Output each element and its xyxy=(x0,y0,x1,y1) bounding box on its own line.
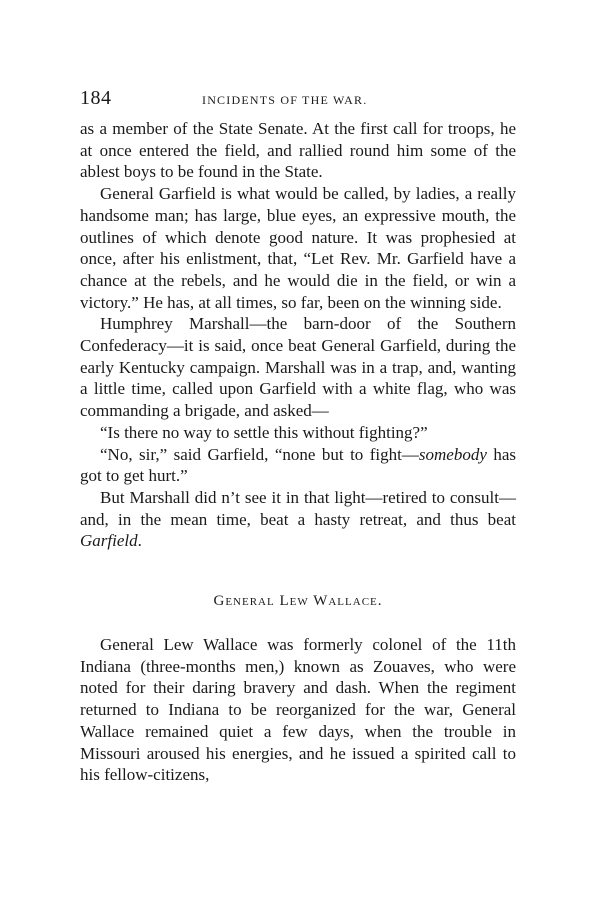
text-run: has got to get hurt.” xyxy=(80,444,516,486)
page-header xyxy=(80,84,516,112)
text-run: “No, sir,” said Garfield, “none but to fight— xyxy=(100,444,419,464)
italic-text: somebody xyxy=(418,444,487,464)
paragraph: General Garfield is what would be called, by ladies, a really handsome man; has large, blue eyes, an expressive mouth, the outlines of which denote good nature. It was prophesied at once, after his enlistment, that, “Let Rev. Mr. Garfield have a chance at the rebels, and he would die in the field, or win a victory.” He has, at all times, so far, been on the winning side. xyxy=(80,184,516,312)
paragraph: “Is there no way to settle this without fighting?” xyxy=(100,422,428,442)
running-head: INCIDENTS OF THE WAR. xyxy=(202,93,368,107)
italic-text: Garfield xyxy=(80,531,138,551)
text-run: But Marshall did n’t see it in that light—retired to consult—and, in the mean time, beat a hasty retreat, and thus beat xyxy=(80,487,516,529)
paragraph xyxy=(80,444,516,487)
page-number: 184 xyxy=(80,87,112,109)
paragraph: General Lew Wallace was formerly colonel of the 11th Indiana (three-months men,) known as Zouaves, who were noted for their daring bravery and dash. When the regiment returned to Indiana to be reorganized for the war, General Wallace remained quiet a few days, when the trouble in Missouri aroused his energies, and he issued a spirited call to his fellow-citizens, xyxy=(80,635,516,785)
text-run: . xyxy=(137,531,142,551)
paragraph: Humphrey Marshall—the barn-door of the Southern Confederacy—it is said, once beat General Garfield, during the early Kentucky campaign. Marshall was in a trap, and, wanting a little time, called upon Garfield with a white flag, who was commanding a brigade, and asked— xyxy=(80,314,516,421)
garfield-section xyxy=(80,118,516,552)
wallace-section xyxy=(80,634,516,786)
section-heading: General Lew Wallace. xyxy=(213,593,383,609)
paragraph: as a member of the State Senate. At the first call for troops, he at once entered the field, and rallied round him some of the ablest boys to be found in the State. xyxy=(80,119,516,182)
paragraph xyxy=(80,487,516,552)
